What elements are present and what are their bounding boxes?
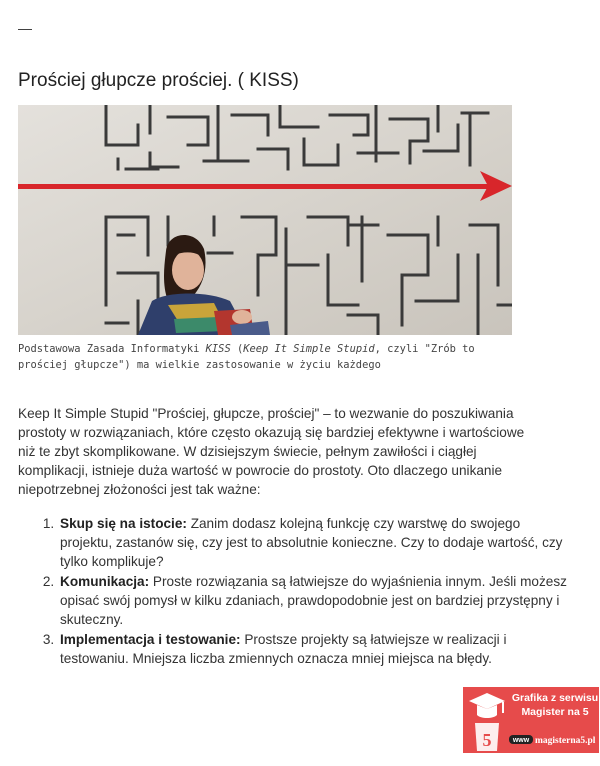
badge-digit: 5: [482, 730, 492, 750]
list-item-text: Proste rozwiązania są łatwiejsze do wyjaśnienia innym. Jeśli możesz opisać swój pomysł w kilku zdaniach, prawdopodobnie jest on bardziej przystępny i skuteczny.: [60, 574, 567, 627]
badge-line-1: Grafika z serwisu: [511, 692, 599, 704]
list-item: [58, 514, 568, 571]
list-item-heading: Implementacja i testowanie:: [60, 632, 241, 647]
points-list: [18, 514, 568, 669]
list-item-text: Prostsze projekty są łatwiejsze w realizacji i testowaniu. Mniejsza liczba zmiennych oznacza mniej miejsca na błędy.: [60, 632, 507, 666]
source-badge: [463, 687, 599, 753]
separator-dash: —: [18, 20, 32, 36]
image-caption: Podstawowa Zasada Informatyki KISS (Keep It Simple Stupid, czyli "Zrób to prościej głupcze") ma wielkie zastosowanie w życiu każdego: [18, 343, 475, 371]
list-item-heading: Skup się na istocie:: [60, 516, 187, 531]
list-item-text: Zanim dodasz kolejną funkcję czy warstwę do swojego projektu, zastanów się, czy jest to absolutnie konieczne. Czy to dodaje wartość, czy tylko komplikuje?: [60, 516, 563, 569]
page-title: Prościej głupcze prościej. ( KISS): [18, 70, 299, 91]
hero-image: [18, 105, 512, 335]
badge-www: www: [512, 737, 530, 744]
badge-line-2: Magister na 5: [521, 706, 589, 718]
list-item: [58, 630, 568, 668]
caption-emphasis: Keep It Simple Stupid: [243, 343, 375, 355]
caption-emphasis: KISS: [205, 343, 231, 355]
list-item-heading: Komunikacja:: [60, 574, 150, 589]
intro-paragraph: Keep It Simple Stupid "Prościej, głupcze, prościej" – to wezwanie do poszukiwania prostoty w rozwiązaniach, które często okazują się bardziej efektywne i wartościowe niż te zbyt skomplikowane. W dzisiejszym świecie, pełnym zawiłości i ciągłej komplikacji, istnieje duża wartość w powrocie do prostoty. Oto dlaczego unikanie niepotrzebnej złożoności jest tak ważne:: [18, 406, 525, 497]
maze-photo: [18, 105, 512, 335]
badge-site: magisterna5.pl: [535, 736, 596, 746]
list-item: [58, 572, 568, 629]
